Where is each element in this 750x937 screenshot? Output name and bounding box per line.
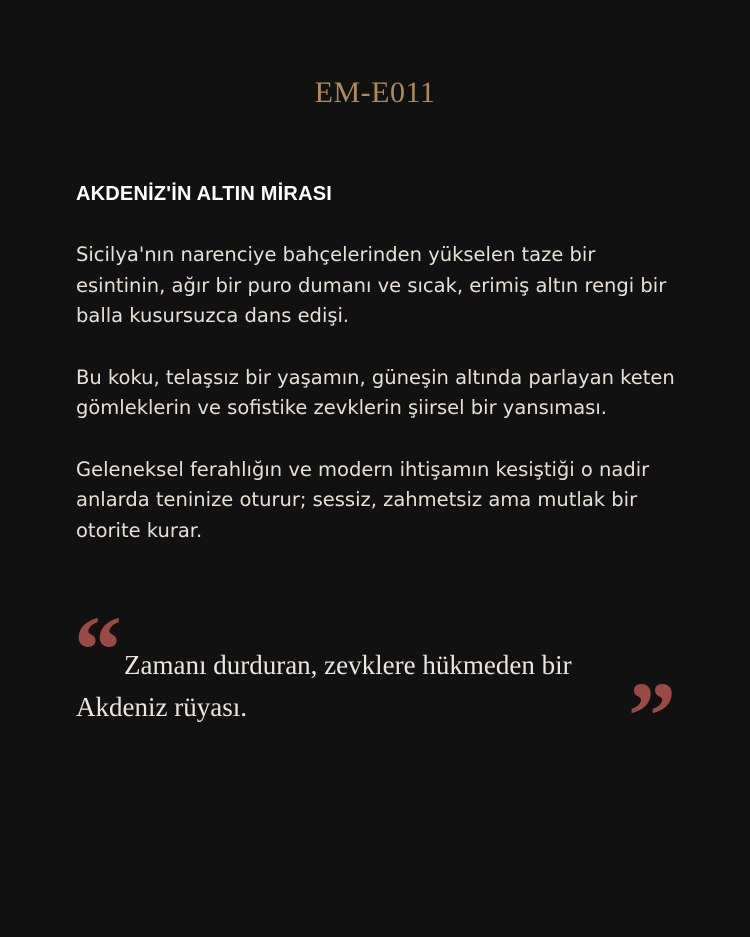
close-quote-icon: ” [628, 662, 676, 769]
article [76, 183, 686, 577]
article-paragraph-1: Sicilya'nın narenciye bahçelerinden yükselen taze bir esintinin, ağır bir puro dumanı ve sıcak, erimiş altın rengi bir balla kusursuzca dans edişi. [76, 243, 667, 327]
article-paragraph-3: Geleneksel ferahlığın ve modern ihtişamın kesiştiği o nadir anlarda teninize oturur; sessiz, zahmetsiz ama mutlak bir otorite kurar. [76, 457, 650, 542]
product-code: EM-E011 [314, 76, 436, 109]
article-paragraph-2: Bu koku, telaşsız bir yaşamın, güneşin altında parlayan keten gömleklerin ve sofistike zevklerin şiirsel bir yansıması. [76, 365, 675, 419]
open-quote-icon: “ [74, 596, 122, 703]
quote-text: Zamanı durduran, zevklere hükmeden bir Akdeniz rüyası. [76, 650, 572, 722]
article-heading: AKDENİZ'İN ALTIN MİRASI [76, 183, 333, 205]
quote-block [74, 596, 676, 769]
